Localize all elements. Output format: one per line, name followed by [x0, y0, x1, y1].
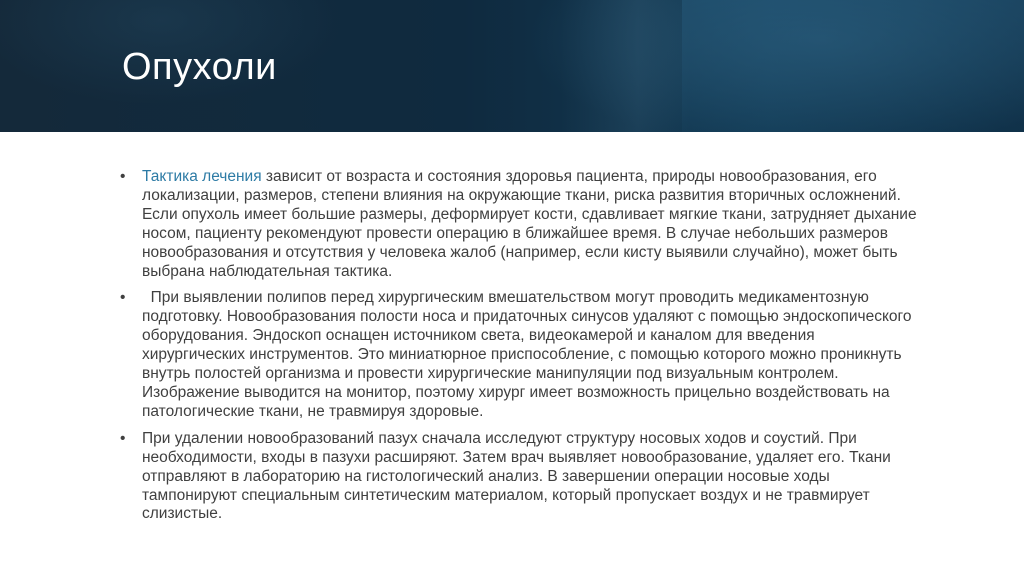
bullet-item-2: [118, 289, 918, 421]
bullet-accent-text: Тактика лечения: [142, 168, 262, 185]
bullet-text: зависит от возраста и состояния здоровья пациента, природы новообразования, его локализации, размеров, степени влияния на окружающие ткани, риска развития вторичных осложнений. Если опухоль имеет большие размеры, деформирует кости, сдавливает мягкие ткани, затрудняет дыхание носом, пациенту рекомендуют провести операцию в ближайшее время. В случае небольших размеров новообразования и отсутствия у человека жалоб (например, если кисту выявили случайно), может быть выбрана наблюдательная тактика.: [142, 168, 917, 280]
bullet-item-1: [118, 168, 918, 281]
slide-body: [118, 168, 918, 532]
bullet-text: При выявлении полипов перед хирургическим вмешательством могут проводить медикаментозную подготовку. Новообразования полости носа и придаточных синусов удаляют с помощью эндоскопического оборудования. Эндоскоп оснащен источником света, видеокамерой и каналом для введения хирургических инструментов. Это миниатюрное приспособление, с помощью которого можно проникнуть внутрь полостей организма и провести хирургические манипуляции под визуальным контролем. Изображение выводится на монитор, поэтому хирург имеет возможность прицельно воздействовать на патологические ткани, не травмируя здоровые.: [142, 289, 916, 420]
bullet-marker: •: [120, 429, 126, 447]
bullet-item-3: [118, 430, 918, 525]
header-accent-band: [682, 0, 1024, 132]
slide-header: [0, 0, 1024, 132]
bullet-marker: •: [120, 168, 126, 185]
bullet-marker: •: [120, 289, 126, 307]
header-light-band: [560, 0, 690, 132]
bullet-text: При удалении новообразований пазух сначала исследуют структуру носовых ходов и соустий. При необходимости, входы в пазухи расширяют. Затем врач выявляет новообразование, удаляет его. Ткани отправляют в лабораторию на гистологический анализ. В завершении операции носовые ходы тампонируют специальным синтетическим материалом, который пропускает воздух и не травмирует слизистые.: [142, 429, 891, 523]
slide-title: Опухоли: [122, 46, 277, 88]
